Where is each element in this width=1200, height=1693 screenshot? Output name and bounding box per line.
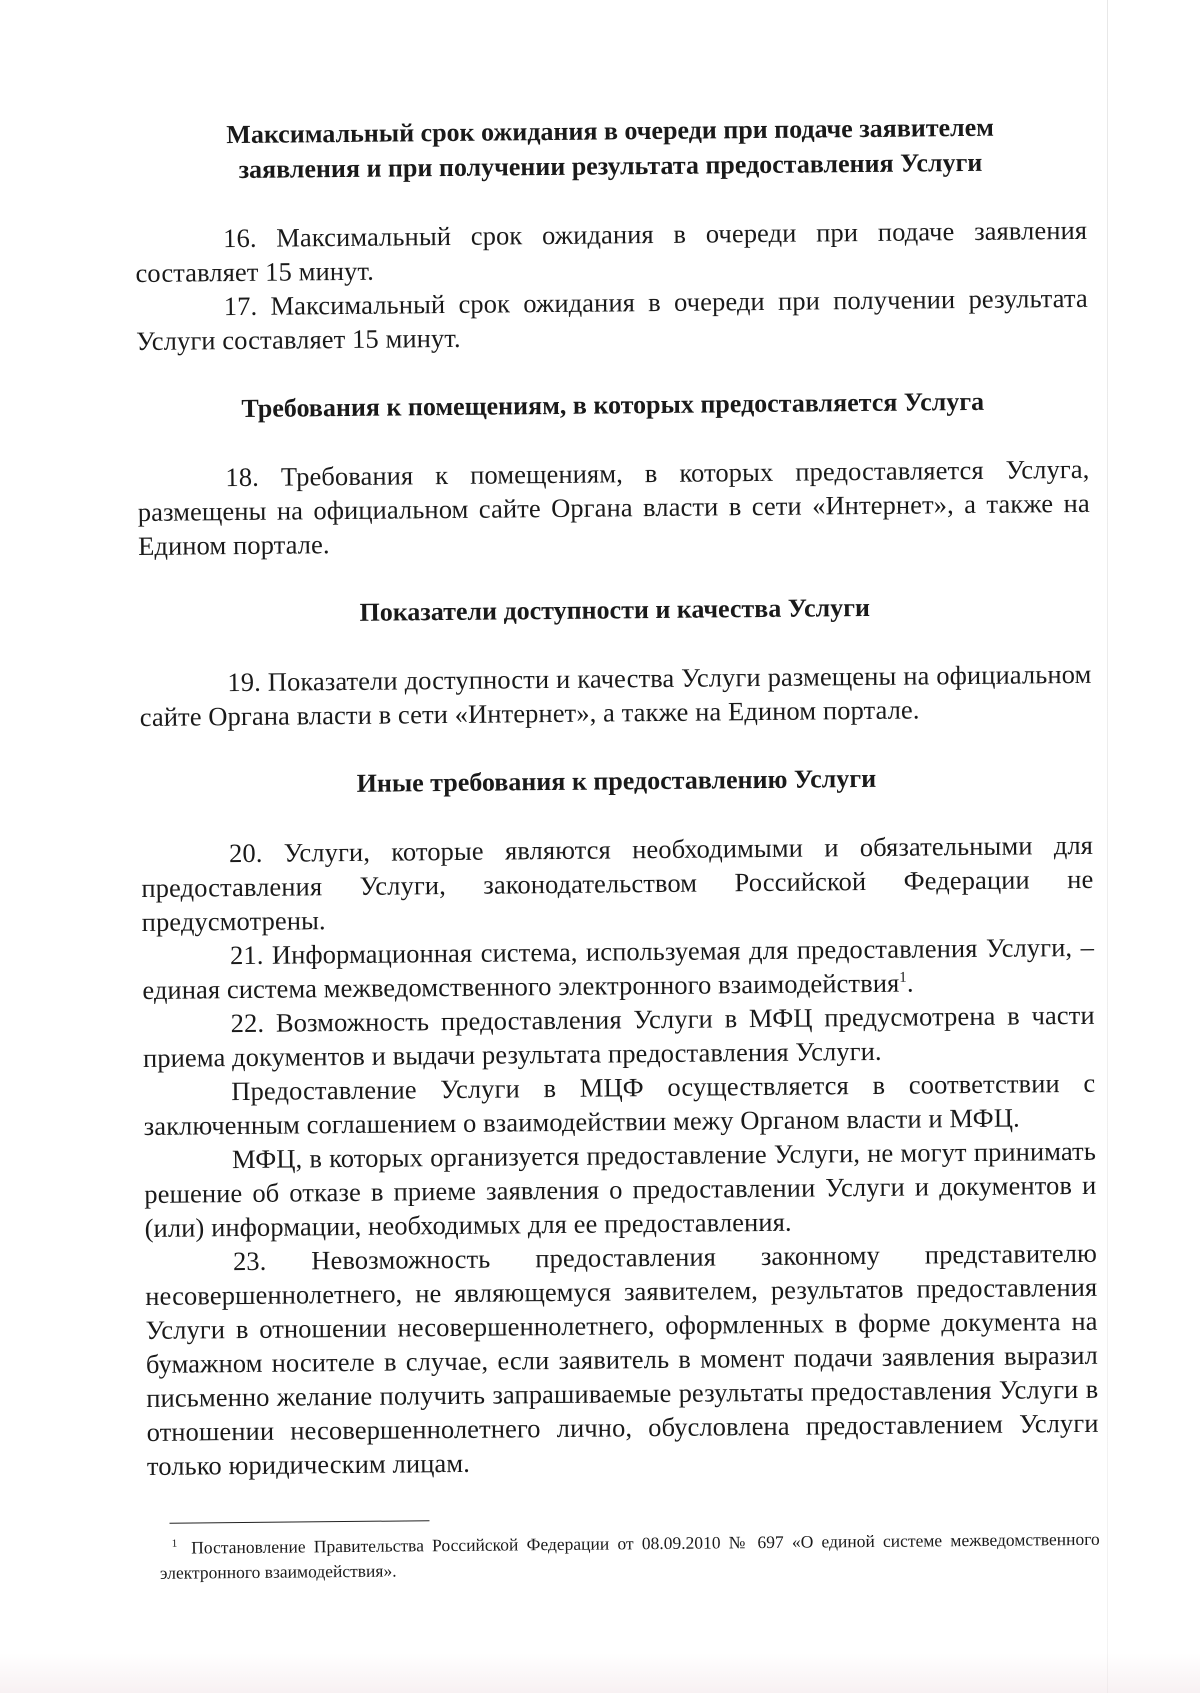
paragraph-17: 17. Максимальный срок ожидания в очереди при получении результата Услуги составляет 15 минут. xyxy=(135,282,1088,356)
paragraph-21-text: 21. Информационная система, используемая для предоставления Услуги, – единая система межведомственного электронного взаимодействия xyxy=(142,931,1095,1005)
footnote-separator xyxy=(169,1520,429,1523)
paragraph-22: 22. Возможность предоставления Услуги в МФЦ предусмотрена в части приема документов и выдачи результата предоставления Услуги. xyxy=(142,999,1095,1073)
footnote-reference: 1 xyxy=(899,969,907,986)
section-heading-other-requirements: Иные требования к предоставлению Услуги xyxy=(356,763,877,798)
paragraph-18: 18. Требования к помещениям, в которых предоставляется Услуга, размещены на официальном сайте Органа власти в сети «Интернет», а также на Едином портале. xyxy=(137,453,1090,561)
paragraph-23: 23. Невозможность предоставления законному представителю несовершеннолетнего, не являющемуся заявителем, результатов предоставления Услуги в отношении несовершеннолетнего, оформленных в форме документа на бумажном носителе в случае, если заявитель в момент подачи заявления выразил письменно желание получить запрашиваемые результаты предоставления Услуги в отношении несовершеннолетнего лично, обусловлена предоставлением Услуги только юридическим лицам. xyxy=(145,1237,1099,1481)
section-heading-accessibility: Показатели доступности и качества Услуги xyxy=(359,592,871,627)
paragraph-21-end: . xyxy=(906,967,914,998)
paragraph-19: 19. Показатели доступности и качества Услуги размещены на официальном сайте Органа власти в сети «Интернет», а также на Едином портале. xyxy=(139,658,1092,732)
paragraph-22-mfc-refusal: МФЦ, в которых организуется предоставление Услуги, не могут принимать решение об отказе в приеме заявления о предоставлении Услуги и документов и (или) информации, необходимых для ее предоставления. xyxy=(144,1135,1097,1243)
paragraph-16: 16. Максимальный срок ожидания в очереди при подаче заявления составляет 15 минут. xyxy=(135,214,1088,288)
paragraph-20: 20. Услуги, которые являются необходимыми и обязательными для предоставления Услуги, законодательством Российской Федерации не предусмотрены. xyxy=(141,829,1094,937)
footnote-text: Постановление Правительства Российской Федерации от 08.09.2010 № 697 «О единой системе межведомственного электронного взаимодействия». xyxy=(159,1528,1100,1583)
footnote xyxy=(160,1527,1100,1586)
section-heading-queue-time: Максимальный срок ожидания в очереди при подаче заявителем заявления и при получении результата предоставления Услуги xyxy=(226,112,995,184)
footnote-mark: 1 xyxy=(171,1537,178,1550)
scan-bottom-tint xyxy=(0,1653,1200,1693)
paragraph-22-mfc-agreement: Предоставление Услуги в МЦФ осуществляется в соответствии с заключенным соглашением о взаимодействии межу Органом власти и МФЦ. xyxy=(143,1067,1096,1141)
scan-edge-line xyxy=(1107,0,1108,1693)
document-body xyxy=(134,109,1100,1586)
paragraph-21 xyxy=(142,930,1095,1007)
section-heading-premises: Требования к помещениям, в которых предоставляется Услуга xyxy=(241,386,985,423)
